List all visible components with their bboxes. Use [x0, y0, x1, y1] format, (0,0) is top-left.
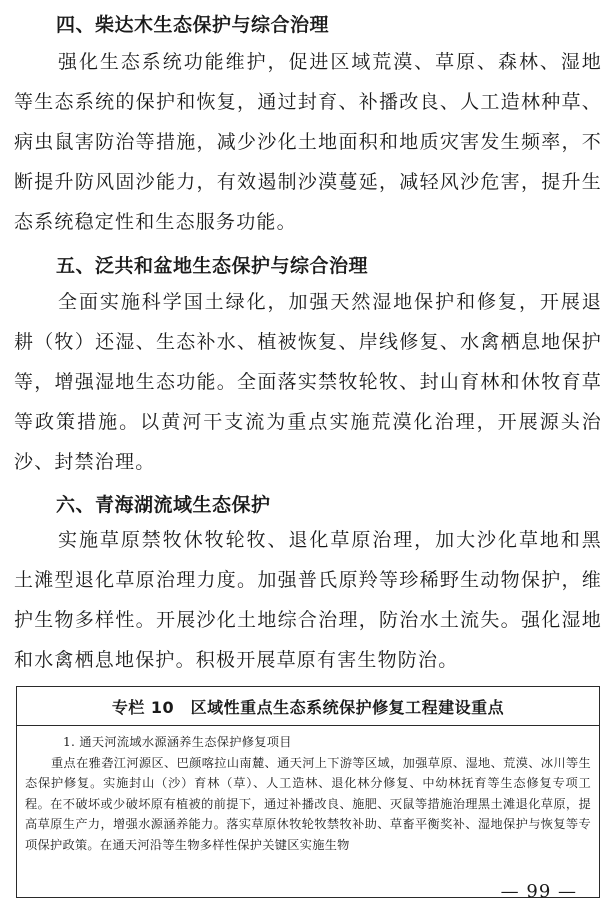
page-number: — 99 —	[500, 881, 577, 902]
section-4-paragraph: 强化生态系统功能维护，促进区域荒漠、草原、森林、湿地等生态系统的保护和恢复，通过封育、补播改良、人工造林种草、病虫鼠害防治等措施，减少沙化土地面积和地质灾害发生频率，不断提升防风固沙能力，有效遏制沙漠蔓延，减轻风沙危害，提升生态系统稳定性和生态服务功能。	[14, 51, 602, 233]
section-4-heading: 四、柴达木生态保护与综合治理	[56, 14, 330, 36]
column-box-title: 专栏 10 区域性重点生态系统保护修复工程建设重点	[17, 687, 599, 726]
column-item-title: 1. 通天河流域水源涵养生态保护修复项目	[63, 735, 292, 749]
section-5-heading: 五、泛共和盆地生态保护与综合治理	[56, 255, 369, 277]
column-box-body	[17, 726, 599, 856]
column-item-text: 重点在雅砻江河源区、巴颜喀拉山南麓、通天河上下游等区域，加强草原、湿地、荒漠、冰川等生态保护修复。实施封山（沙）育林（草）、人工造林、退化林分修复、中幼林抚育等生态修复专项工程。在不破坏或少破坏原有植被的前提下，通过补播改良、施肥、灭鼠等措施治理黑土滩退化草原，提高草原生产力，增强水源涵养能力。落实草原休牧轮牧禁牧补助、草畜平衡奖补、湿地保护与恢复等专项保护政策。在通天河沿等生物多样性保护关键区实施生物	[25, 755, 591, 852]
column-box	[16, 686, 600, 898]
section-5-paragraph: 全面实施科学国土绿化，加强天然湿地保护和修复，开展退耕（牧）还湿、生态补水、植被恢复、岸线修复、水禽栖息地保护等，增强湿地生态功能。全面落实禁牧轮牧、封山育林和休牧育草等政策措施。以黄河干支流为重点实施荒漠化治理，开展源头治沙、封禁治理。	[14, 291, 602, 473]
section-6-heading: 六、青海湖流域生态保护	[56, 494, 271, 516]
section-6-paragraph: 实施草原禁牧休牧轮牧、退化草原治理，加大沙化草地和黑土滩型退化草原治理力度。加强普氏原羚等珍稀野生动物保护，维护生物多样性。开展沙化土地综合治理，防治水土流失。强化湿地和水禽栖息地保护。积极开展草原有害生物防治。	[14, 529, 602, 671]
